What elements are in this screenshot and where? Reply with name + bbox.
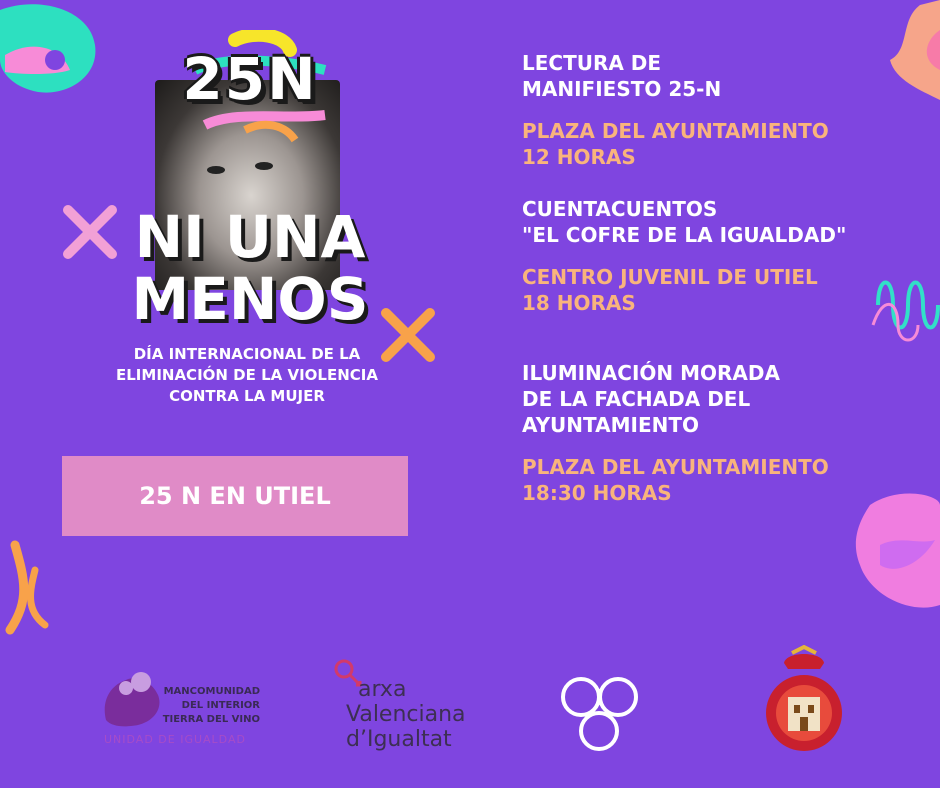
- mancomunidad-line3: TIERRA DEL VINO: [162, 714, 260, 725]
- footer-logos: [0, 645, 940, 765]
- photo-eye-right: [255, 162, 273, 170]
- grape-circles-icon: [560, 675, 652, 755]
- event-title: CUENTACUENTOS "EL COFRE DE LA IGUALDAD": [522, 197, 847, 247]
- mancomunidad-sub: UNIDAD DE IGUALDAD: [104, 733, 246, 746]
- events-list: [522, 50, 902, 506]
- photo-eye-left: [207, 166, 225, 174]
- event-item: [522, 360, 902, 506]
- hero-headline-line1: NI UNA: [134, 203, 366, 271]
- xarxa-text: [346, 677, 466, 752]
- xarxa-line2: Valenciana: [346, 702, 466, 727]
- cta-label: 25 N EN UTIEL: [139, 482, 331, 510]
- mancomunidad-line1: MANCOMUNIDAD: [163, 686, 260, 697]
- event-place: PLAZA DEL AYUNTAMIENTO 12 HORAS: [522, 119, 829, 169]
- cta-banner: [62, 456, 408, 536]
- hero-badge: 25N: [182, 45, 318, 113]
- utiel-coat-of-arms-icon: [764, 645, 844, 755]
- event-item: [522, 196, 902, 316]
- decor-top-left-scribble: [0, 0, 110, 130]
- hero-subtitle-line3: CONTRA LA MUJER: [169, 387, 325, 405]
- hero-headline-line2: MENOS: [131, 265, 369, 333]
- hero-subtitle-line1: DÍA INTERNACIONAL DE LA: [133, 345, 361, 363]
- xarxa-line3: d’Igualtat: [346, 727, 452, 752]
- hero-subtitle-line2: ELIMINACIÓN DE LA VIOLENCIA: [116, 366, 378, 384]
- xarxa-line1: arxa: [358, 677, 407, 702]
- event-title: ILUMINACIÓN MORADA DE LA FACHADA DEL AYUNTAMIENTO: [522, 361, 780, 437]
- mancomunidad-text: [150, 685, 260, 727]
- event-title: LECTURA DE MANIFIESTO 25-N: [522, 51, 722, 101]
- event-item: [522, 50, 902, 170]
- decor-left-orange-stroke: [0, 540, 60, 640]
- hero-subtitle: [92, 344, 402, 407]
- event-place: CENTRO JUVENIL DE UTIEL 18 HORAS: [522, 265, 818, 315]
- event-place: PLAZA DEL AYUNTAMIENTO 18:30 HORAS: [522, 455, 829, 505]
- mancomunidad-line2: DEL INTERIOR: [181, 700, 260, 711]
